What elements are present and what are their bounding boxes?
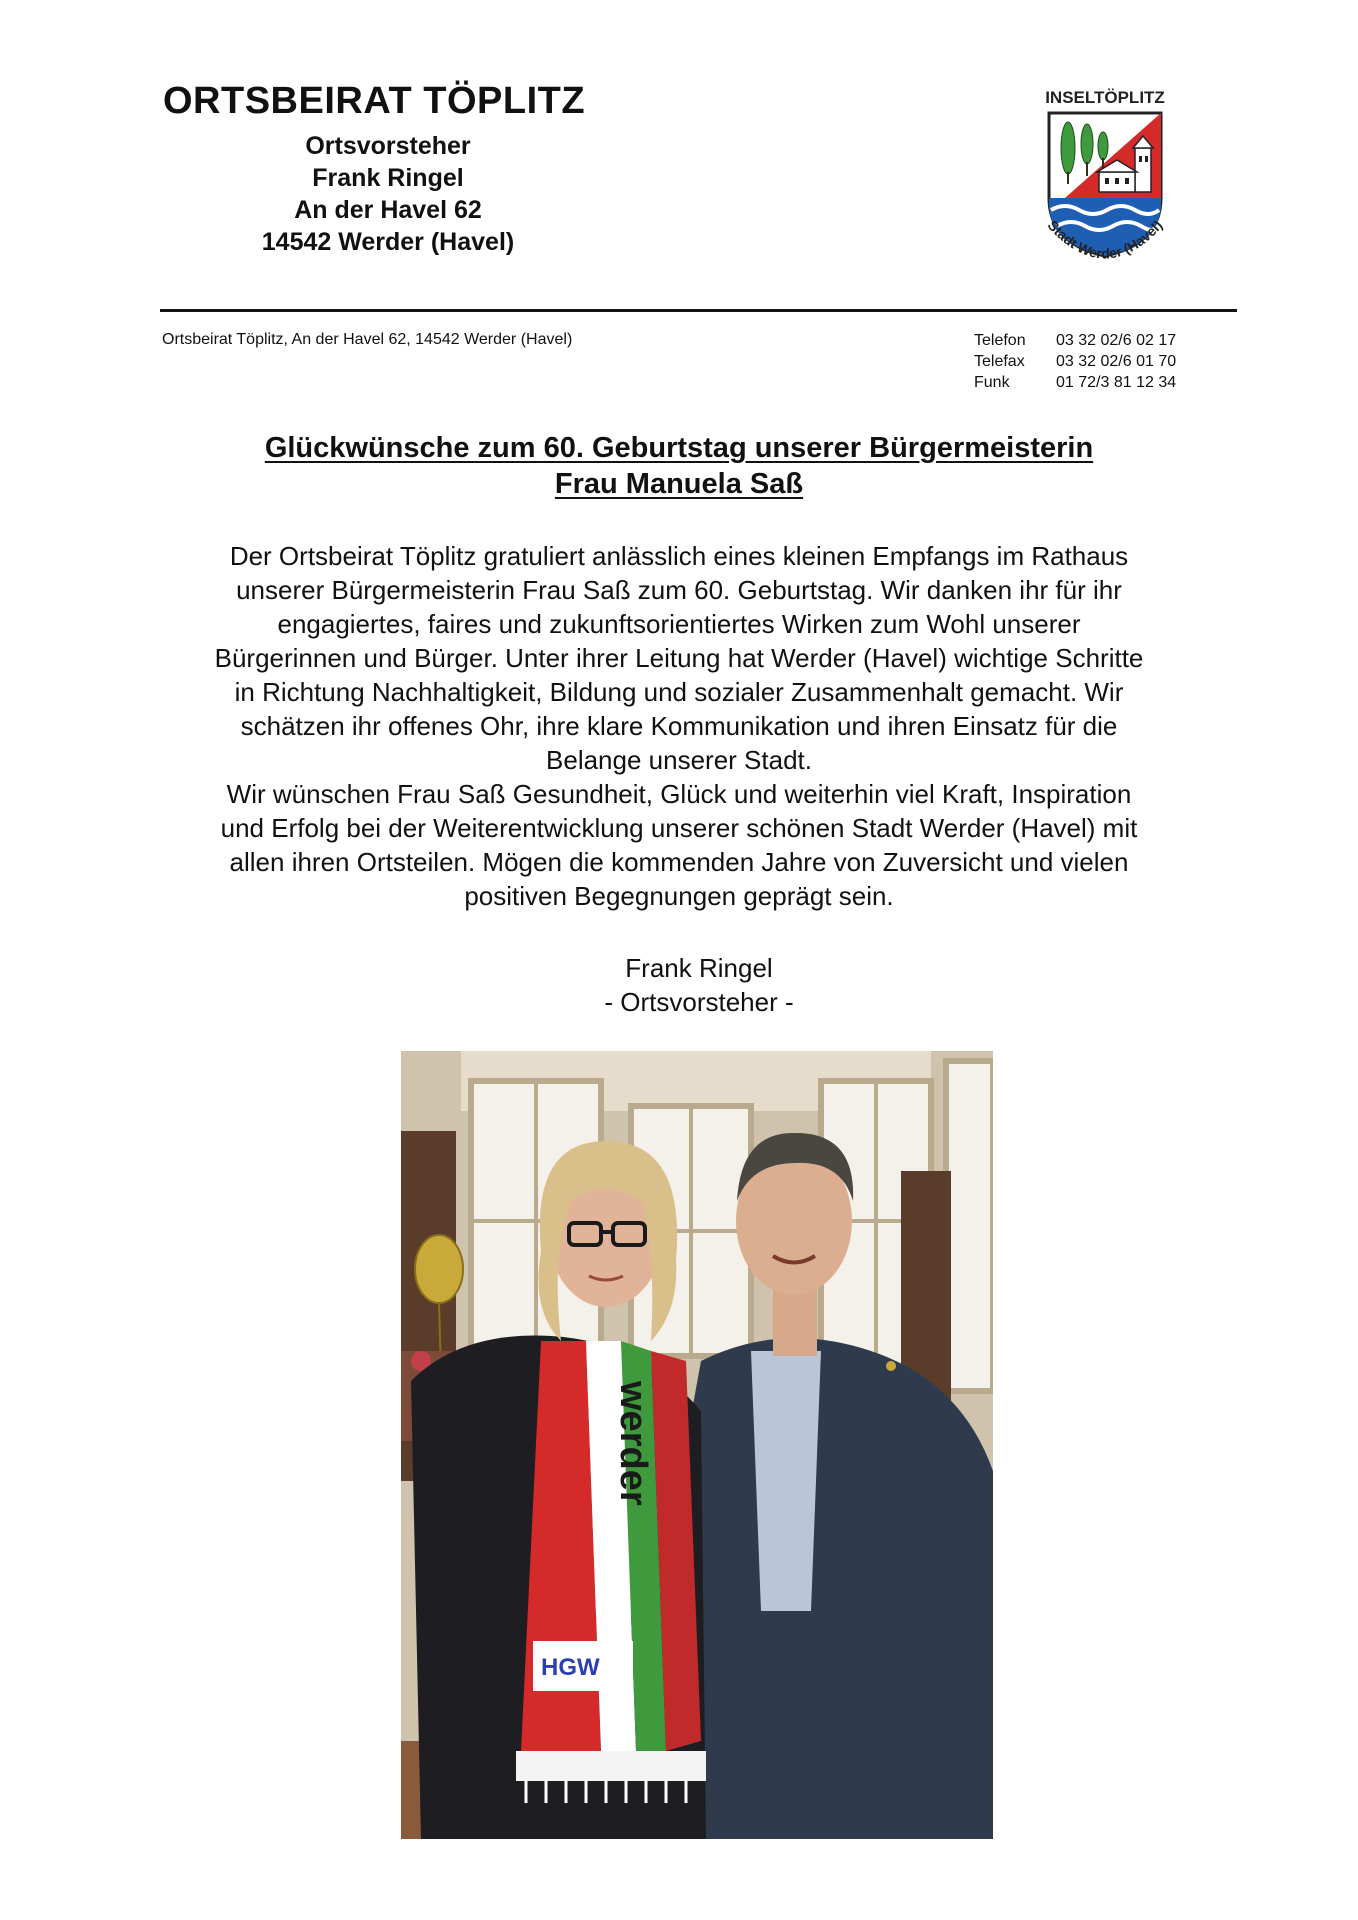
signature-name: Frank Ringel	[625, 953, 773, 983]
headline-line-1: Glückwünsche zum 60. Geburtstag unserer Bürgermeisterin	[264, 432, 1094, 464]
contact-label: Telefax	[974, 353, 1025, 370]
contact-value: 03 32 02/6 02 17	[1056, 332, 1177, 349]
body-line: engagiertes, faires und zukunftsorientiertes Wirken zum Wohl unserer	[277, 609, 1081, 639]
body-line: Wir wünschen Frau Saß Gesundheit, Glück und weiterhin viel Kraft, Inspiration	[226, 779, 1132, 809]
logo-caption-bottom: Stadt Werder (Havel)	[1044, 216, 1166, 262]
contact-value: 01 72/3 81 12 34	[1056, 374, 1177, 391]
letterhead-address	[163, 130, 613, 258]
contact-value: 03 32 02/6 01 70	[1056, 353, 1177, 370]
contact-row-funk	[974, 372, 1176, 393]
body-line: schätzen ihr offenes Ohr, ihre klare Kommunikation und ihren Einsatz für die	[240, 711, 1118, 741]
headline-line-2: Frau Manuela Saß	[554, 468, 804, 500]
header-divider	[160, 309, 1237, 312]
organization-title: ORTSBEIRAT TÖPLITZ	[163, 80, 586, 122]
body-line: allen ihren Ortsteilen. Mögen die kommenden Jahre von Zuversicht und vielen	[229, 847, 1129, 877]
event-photo	[401, 1051, 993, 1839]
contact-row-telefax	[974, 351, 1176, 372]
logo-caption-top: INSELTÖPLITZ	[1045, 88, 1165, 107]
letterhead-role: Ortsvorsteher	[305, 132, 471, 160]
letterhead-city: 14542 Werder (Havel)	[261, 228, 515, 256]
contact-row-telefon	[974, 330, 1176, 351]
signature-block	[150, 951, 1248, 1019]
body-line: Der Ortsbeirat Töplitz gratuliert anlässlich eines kleinen Empfangs im Rathaus	[229, 541, 1129, 571]
body-line: Bürgerinnen und Bürger. Unter ihrer Leitung hat Werder (Havel) wichtige Schritte	[214, 643, 1144, 673]
sender-line: Ortsbeirat Töplitz, An der Havel 62, 14542 Werder (Havel)	[162, 331, 573, 348]
body-line: unserer Bürgermeisterin Frau Saß zum 60. Geburtstag. Wir danken ihr für ihr	[236, 575, 1122, 605]
coat-of-arms-logo	[1035, 86, 1175, 286]
contact-label: Funk	[974, 374, 1010, 391]
body-line: positiven Begegnungen geprägt sein.	[464, 881, 894, 911]
body-line: und Erfolg bei der Weiterentwicklung unserer schönen Stadt Werder (Havel) mit	[220, 813, 1138, 843]
scarf-badge: HGW	[541, 1654, 600, 1681]
body-line: Belange unserer Stadt.	[546, 745, 812, 775]
letter-body	[150, 539, 1208, 913]
body-line: in Richtung Nachhaltigkeit, Bildung und sozialer Zusammenhalt gemacht. Wir	[234, 677, 1124, 707]
contact-block	[974, 330, 1176, 393]
scarf-lettering: werder	[612, 1381, 654, 1506]
letterhead-street: An der Havel 62	[294, 196, 482, 224]
contact-label: Telefon	[974, 332, 1026, 349]
signature-title: - Ortsvorsteher -	[604, 987, 794, 1017]
letter-headline	[150, 430, 1208, 502]
letterhead-name: Frank Ringel	[312, 164, 464, 192]
